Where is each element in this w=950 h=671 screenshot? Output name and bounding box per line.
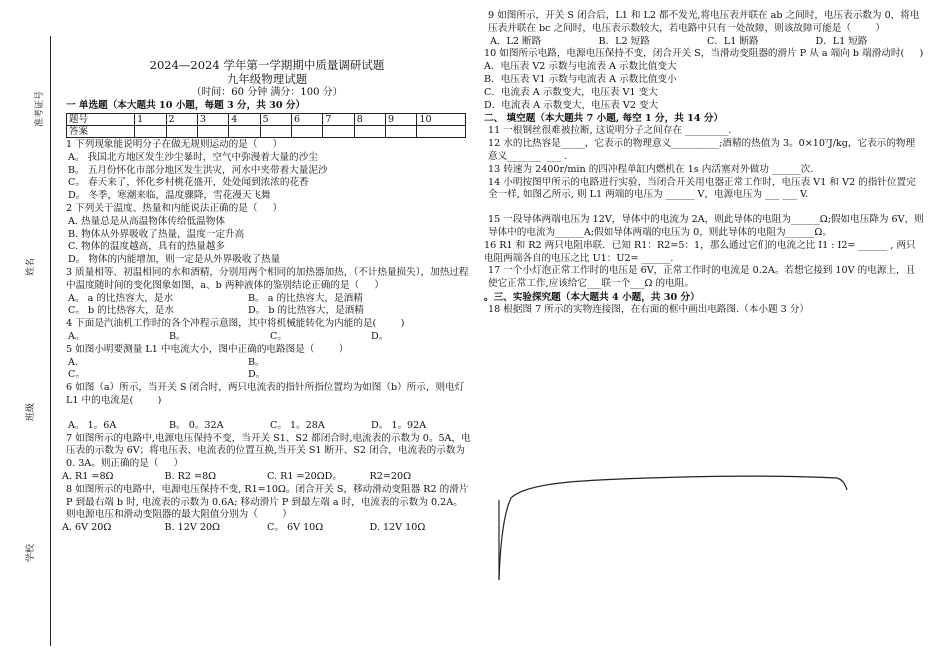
- question-5-option-d: D。: [248, 369, 266, 381]
- question-13: 13 转速为 2400r/min 的四冲程单缸内燃机在 1s 内活塞对外做功 ______次.: [488, 163, 814, 175]
- question-5-option-c: C。: [68, 369, 85, 381]
- question-5-options-row-1: [62, 357, 472, 370]
- question-6-option-d: D。 1。92A: [371, 419, 427, 431]
- binding-label-exam-id: 准考证号: [35, 90, 46, 128]
- answer-table-cell: 10: [417, 114, 466, 126]
- answer-table-cell: 8: [354, 114, 385, 126]
- answer-table-header-row: [67, 114, 466, 126]
- question-1-option-d: D。 冬季，寒潮来临，温度骤降，雪花漫天飞舞: [68, 190, 271, 202]
- right-column: [484, 10, 924, 317]
- question-10-option-d: D．电流表 A 示数变大，电压表 V2 变大: [484, 99, 659, 111]
- question-7-option-b: B. R2 =8Ω: [164, 470, 217, 482]
- answer-table-cell: 9: [386, 114, 417, 126]
- question-9-option-a: A．L2 断路: [490, 35, 542, 47]
- question-12: 12 水的比热容是_____，它表示的物理意义__________;酒精的热值为 3。0×10⁷J/kg，它表示的物理意义_______ ___ .: [488, 138, 916, 162]
- answer-input-cell[interactable]: [323, 126, 354, 138]
- question-2-stem: 2 下列关于温度、热量和内能说法正确的是（ ）: [66, 202, 283, 214]
- question-4-option-a: A。: [68, 330, 85, 342]
- question-6-option-a: A。 1。6A: [68, 419, 117, 431]
- question-8-option-d: D. 12V 10Ω: [369, 522, 426, 534]
- question-18: 18 根据图 7 所示的实物连接图，在右面的框中画出电路图.（本小题 3 分）: [488, 303, 809, 315]
- question-1-stem: 1 下列现象能说明分子在做无规则运动的是（ ）: [66, 139, 283, 150]
- question-14-figure-space: [484, 202, 924, 214]
- question-8-option-a: A. 6V 20Ω: [62, 522, 112, 534]
- question-11: 11 一根钢丝很难被拉断, 这说明分子之间存在 _________.: [488, 125, 732, 137]
- answer-table-cell: 题号: [67, 114, 135, 126]
- answer-table-cell: 6: [291, 114, 322, 126]
- question-7-option-a: A. R1 =8Ω: [62, 470, 114, 482]
- question-9-option-b: B．L2 短路: [598, 35, 650, 47]
- question-3-option-c: C。 b 的比热容大，是水: [68, 305, 174, 317]
- question-9-options: [484, 36, 924, 49]
- binding-margin: [0, 0, 62, 671]
- question-6-option-b: B。 0。32A: [169, 419, 224, 431]
- answer-table-cell: 3: [197, 114, 228, 126]
- question-3-option-a: A。 a 的比热容大，是水: [68, 292, 174, 304]
- question-4-option-d: D。: [371, 330, 389, 342]
- question-9-option-c: C．L1 断路: [707, 35, 759, 47]
- question-6-options: [62, 420, 472, 433]
- binding-line: [50, 36, 51, 646]
- question-2-option-d: D。 物体的内能增加，则一定是从外界吸收了热量: [68, 254, 281, 266]
- question-9-option-d: D．L1 短路: [815, 35, 868, 47]
- question-10-option-c: C．电流表 A 示数变大，电压表 V1 变大: [484, 86, 658, 98]
- question-6-figure-space: [62, 408, 472, 420]
- question-1-option-a: A。 我国北方地区发生沙尘暴时，空气中弥漫着大量的沙尘: [68, 151, 318, 163]
- question-8-stem: 8 如图所示的电路中，电源电压保持不变, R1=10Ω。闭合开关 S，移动滑动变阻器 R2 的滑片 P 到最右端 b 时, 电流表的示数为 0.6A; 移动滑片 P 到最左端 a 时，电流表的示数为 0.2A。则电源电压和滑动变阻器的最大阻值分别为（ ）: [66, 483, 472, 521]
- exam-subtitle: 九年级物理试题: [226, 72, 308, 86]
- question-4-options: [62, 331, 472, 344]
- circuit-drawing-frame[interactable]: [497, 470, 857, 590]
- answer-table-cell: 7: [323, 114, 354, 126]
- question-17: 17 一个小灯泡正常工作时的电压是 6V，正常工作时的电流是 0.2A。若想它接到 10V 的电源上，且使它正常工作,应该给它___联一个___Ω 的电阻。: [488, 265, 916, 290]
- answer-input-cell[interactable]: [417, 126, 466, 138]
- question-8-option-b: B. 12V 20Ω: [164, 522, 220, 534]
- answer-table-cell: 1: [135, 114, 166, 126]
- question-3-options-row-1: [62, 293, 472, 306]
- exam-meta: （时间：60 分钟 满分：100 分）: [191, 87, 343, 98]
- answer-table: [66, 113, 466, 138]
- question-14: 14 小明按图甲所示的电路进行实验，当闭合开关用电器正常工作时，电压表 V1 和 V2 的指针位置完全一样, 如图乙所示, 则 L1 两端的电压为 ______ V，电源电压为 ___ ___ V.: [488, 176, 916, 201]
- binding-label-class: 班级: [26, 402, 37, 422]
- section1-title: 一 单选题（本大题共 10 小题，每题 3 分，共 30 分）: [66, 100, 306, 111]
- answer-table-cell: 答案: [67, 126, 135, 138]
- question-4-option-b: B。: [169, 330, 186, 342]
- answer-input-cell[interactable]: [354, 126, 385, 138]
- question-3-option-d: D。 b 的比热容大，是酒精: [248, 305, 364, 317]
- question-10-option-a: A．电压表 V2 示数与电流表 A 示数比值变大: [484, 61, 677, 73]
- answer-input-cell[interactable]: [229, 126, 260, 138]
- question-7-option-c: C. R1 =20ΩD。: [267, 470, 342, 482]
- question-3-stem: 3 质量相等、初温相同的水和酒精，分别用两个相同的加热器加热，（不计热量损失），加热过程中温度随时间的变化图象如图，a、b 两种液体的鉴别结论正确的是（ ）: [66, 266, 469, 291]
- question-2-option-a: A. 热量总是从高温物体传给低温物体: [68, 215, 225, 227]
- question-7-option-d: R2=20Ω: [369, 470, 412, 482]
- binding-label-school: 学校: [26, 543, 37, 563]
- question-6-stem: 6 如图（a）所示，当开关 S 闭合时，两只电流表的指针所指位置均为如图（b）所示，则电灯 L1 中的电流是( ): [66, 382, 468, 406]
- exam-header: [62, 58, 472, 99]
- section2-title: 二、 填空题（本大题共 7 小题, 每空 1 分，共 14 分）: [484, 113, 724, 125]
- question-8-options: [62, 522, 472, 535]
- question-3-option-b: B。 a 的比热容大，是酒精: [248, 292, 363, 304]
- answer-input-cell[interactable]: [386, 126, 417, 138]
- question-8-option-c: C。 6V 10Ω: [267, 522, 324, 534]
- answer-table-answer-row: [67, 126, 466, 138]
- question-7-stem: 7 如图所示的电路中,电源电压保持不变，当开关 S1、S2 都闭合时,电流表的示数为 0。5A，电压表的示数为 6V；将电压表、电流表的位置互换,当开关 S1 断开、S2 闭合，电流表的示数为 0. 3A。则正确的是（ ）: [66, 432, 471, 470]
- answer-table-cell: 5: [260, 114, 291, 126]
- answer-input-cell[interactable]: [166, 126, 197, 138]
- question-5-option-b: B。: [248, 356, 265, 368]
- answer-table-cell: 2: [166, 114, 197, 126]
- question-15: 15 一段导体两端电压为 12V，导体中的电流为 2A，则此导体的电阻为______Ω;假如电压降为 6V，则导体中的电流为______A;假如导体两端的电压为 0，则此导体的电阻为______Ω。: [488, 214, 924, 238]
- question-4-option-c: C。: [270, 330, 287, 342]
- section3-title: 。三、实验探究题（本大题共 4 小题，共 30 分）: [484, 291, 700, 303]
- question-10-option-b: B．电压表 V1 示数与电流表 A 示数比值变小: [484, 73, 677, 85]
- question-5-option-a: A.: [68, 356, 78, 368]
- answer-input-cell[interactable]: [197, 126, 228, 138]
- exam-title: 2024—2024 学年第一学期期中质量调研试题: [149, 58, 385, 72]
- question-16: 16 R1 和 R2 两只电阻串联．已知 R1：R2=5：1，那么通过它们的电流之比 I1 : I2= ______ , 两只电阻两端各自的电压之比 U1：U2= ______.: [484, 239, 916, 264]
- answer-input-cell[interactable]: [291, 126, 322, 138]
- question-3-options-row-2: [62, 305, 472, 318]
- left-column: [62, 58, 472, 535]
- question-5-options-row-2: [62, 369, 472, 382]
- answer-input-cell[interactable]: [260, 126, 291, 138]
- question-2-option-c: C. 物体的温度越高，具有的热量越多: [68, 241, 226, 253]
- question-10-stem: 10 如图所示电路，电源电压保持不变，闭合开关 S，当滑动变阻器的滑片 P 从 a 端向 b 端滑动时( ): [484, 48, 924, 60]
- question-2-option-b: B. 物体从外界吸收了热量，温度一定升高: [68, 228, 245, 240]
- frame-outline-curve: [499, 476, 847, 580]
- binding-label-name: 姓名: [26, 257, 37, 277]
- answer-input-cell[interactable]: [135, 126, 166, 138]
- question-7-options: [62, 471, 472, 484]
- answer-table-cell: 4: [229, 114, 260, 126]
- question-6-option-c: C。 1。28A: [270, 419, 325, 431]
- question-4-stem: 4 下面是汽油机工作时的各个冲程示意图，其中将机械能转化为内能的是( ): [66, 318, 405, 330]
- question-9-stem: 9 如图所示，开关 S 闭合后，L1 和 L2 都不发光,将电压表并联在 ab 之间时，电压表示数为 0，将电压表并联在 bc 之间时，电压表示数较大，若电路中只有一处故障，则该故障可能是（ ）: [488, 10, 920, 34]
- question-1-option-c: C。 春天来了，怀化乡村桃花盛开，处处闻到浓浓的花香: [68, 177, 309, 189]
- question-5-stem: 5 如图小明要测量 L1 中电流大小，图中正确的电路图是（ ）: [66, 343, 349, 355]
- question-1-option-b: B。 五月份怀化市部分地区发生洪灾，河水中夹带着大量泥沙: [68, 164, 328, 176]
